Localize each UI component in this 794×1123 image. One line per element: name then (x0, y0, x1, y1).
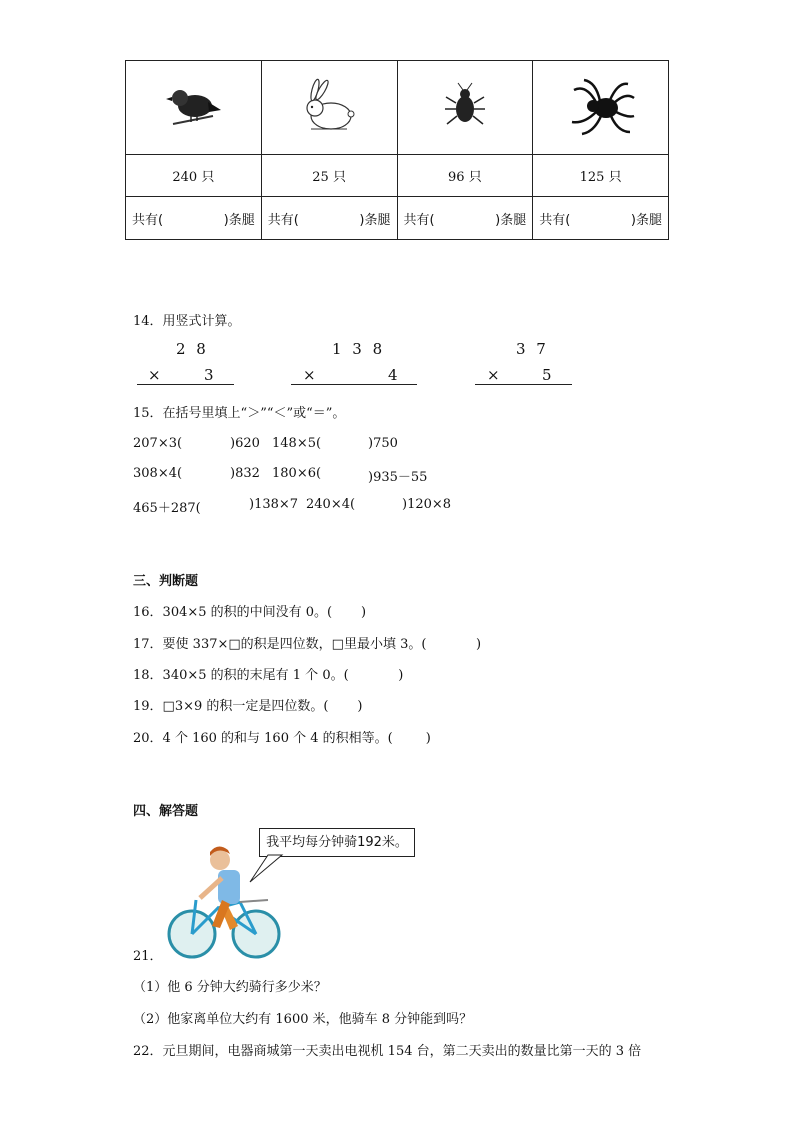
compare-item: )750 (368, 436, 398, 451)
q22-text: 22．元旦期间，电器商城第一天卖出电视机 154 台，第二天卖出的数量比第一天的 3 倍 (133, 1044, 642, 1059)
legs-answer-cell[interactable] (397, 197, 533, 240)
compare-item: 240×4( (306, 497, 356, 512)
compare-item: 148×5( (272, 436, 322, 451)
compare-item: )120×8 (402, 497, 452, 512)
vertical-top-number: 1 3 8 (332, 340, 383, 358)
animal-count: 240 只 (126, 155, 262, 197)
vertical-bottom-number: 3 (204, 366, 214, 384)
compare-item: )138×7 (249, 497, 299, 512)
legs-suffix: )条腿 (359, 212, 391, 228)
bird-icon (163, 76, 223, 136)
compare-item: 308×4( (133, 466, 183, 481)
compare-item: 465＋287( (133, 501, 201, 516)
legs-answer-cell[interactable] (126, 197, 262, 240)
compare-item: )935－55 (368, 470, 428, 485)
legs-prefix: 共有( (539, 212, 571, 228)
judge-item: 18．340×5 的积的末尾有 1 个 0。( ) (133, 668, 404, 683)
q21-part: （2）他家离单位大约有 1600 米，他骑车 8 分钟能到吗？ (133, 1012, 473, 1027)
beetle-icon (443, 81, 487, 131)
judge-item: 17．要使 337×□的积是四位数，□里最小填 3。( ) (133, 637, 482, 652)
compare-item: )620 (230, 436, 260, 451)
section-title: 四、解答题 (133, 804, 199, 819)
animal-cell (126, 61, 262, 155)
compare-item: 180×6( (272, 466, 322, 481)
judge-item: 16．304×5 的积的中间没有 0。( ) (133, 605, 367, 620)
vertical-underline (475, 384, 572, 385)
vertical-top-number: 2 8 (176, 340, 206, 358)
animal-count: 125 只 (533, 155, 669, 197)
compare-item: )832 (230, 466, 260, 481)
q14-title: 14．用竖式计算。 (133, 314, 241, 329)
vertical-underline (291, 384, 417, 385)
animal-legs-table (125, 60, 669, 240)
vertical-operator: × (148, 366, 161, 384)
vertical-operator: × (487, 366, 500, 384)
legs-prefix: 共有( (403, 212, 435, 228)
animal-cell (533, 61, 669, 155)
legs-prefix: 共有( (132, 212, 164, 228)
cyclist-icon (160, 830, 420, 960)
vertical-operator: × (303, 366, 316, 384)
vertical-top-number: 3 7 (516, 340, 546, 358)
compare-item: 207×3( (133, 436, 183, 451)
legs-suffix: )条腿 (495, 212, 527, 228)
vertical-bottom-number: 4 (388, 366, 398, 384)
animal-count: 96 只 (397, 155, 533, 197)
vertical-underline (137, 384, 234, 385)
legs-answer-cell[interactable] (533, 197, 669, 240)
judge-item: 20．4 个 160 的和与 160 个 4 的积相等。( ) (133, 731, 431, 746)
legs-prefix: 共有( (267, 212, 299, 228)
animal-count: 25 只 (261, 155, 397, 197)
section-title: 三、判断题 (133, 574, 199, 589)
spider-icon (566, 76, 636, 136)
q15-title: 15．在括号里填上“＞”“＜”或“＝”。 (133, 406, 346, 421)
speech-bubble: 我平均每分钟骑192米。 (259, 828, 415, 857)
judge-item: 19．□3×9 的积一定是四位数。( ) (133, 699, 363, 714)
legs-suffix: )条腿 (630, 212, 662, 228)
animal-cell (397, 61, 533, 155)
legs-suffix: )条腿 (223, 212, 255, 228)
animal-cell (261, 61, 397, 155)
q21-part: （1）他 6 分钟大约骑行多少米？ (133, 980, 327, 995)
q21-label: 21． (133, 949, 163, 964)
legs-answer-cell[interactable] (261, 197, 397, 240)
vertical-bottom-number: 5 (542, 366, 552, 384)
rabbit-icon (297, 76, 361, 136)
